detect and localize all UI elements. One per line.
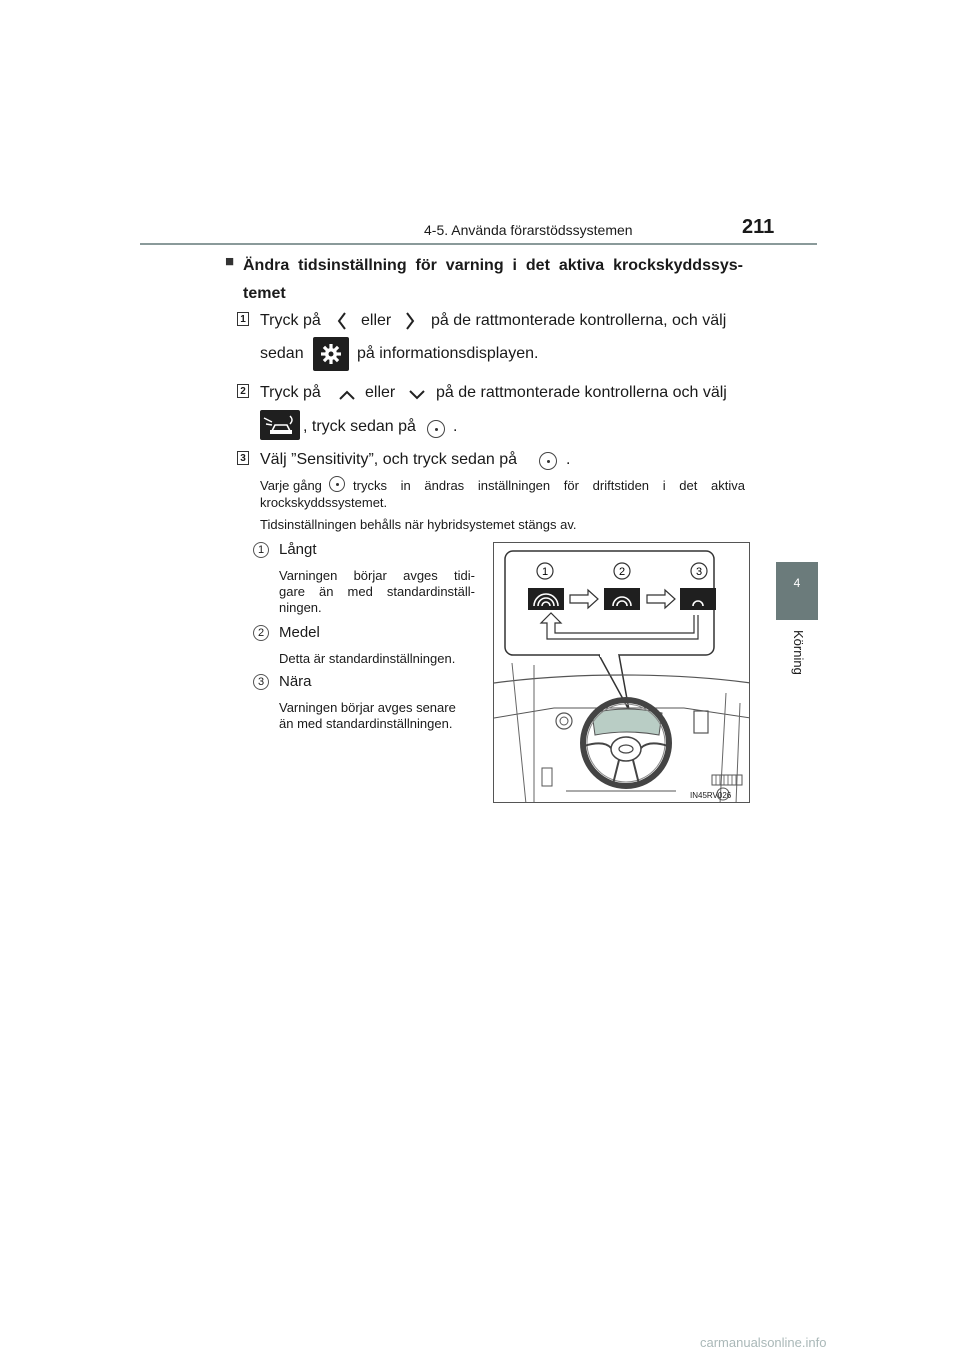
- step3-text-a: Välj ”Sensitivity”, och tryck sedan på: [260, 451, 517, 468]
- item-desc-2-line: Detta är standardinställningen.: [279, 651, 456, 666]
- callout-1: 1: [541, 566, 549, 578]
- right-arrow-icon: [404, 311, 416, 331]
- item-title-2: Medel: [279, 624, 320, 641]
- chapter-label: [778, 630, 814, 690]
- item-desc-1-line: ningen.: [279, 600, 322, 615]
- item-desc-3-line: än med standardinställningen.: [279, 716, 453, 731]
- item-desc-3: [279, 700, 479, 732]
- item-desc-3-line: Varningen börjar avges senare: [279, 700, 456, 715]
- step2-text-e: .: [453, 418, 458, 435]
- item-title-1: Långt: [279, 541, 317, 558]
- item-number-1: 1: [253, 542, 269, 558]
- item-title-3: Nära: [279, 673, 312, 690]
- item-desc-1-line: gare än med standardinställ-: [279, 584, 475, 599]
- item-desc-1-line: Varningen börjar avges tidi-: [279, 568, 475, 583]
- note2-text: Tidsinställningen behålls när hybridsystemet stängs av.: [260, 517, 577, 532]
- step-number-2: 2: [237, 384, 249, 398]
- down-arrow-icon: [408, 389, 426, 401]
- item-desc-1: [279, 568, 475, 616]
- settings-gear-icon: [313, 337, 349, 371]
- section-title: [243, 252, 743, 308]
- note1-text-c: krockskyddssystemet.: [260, 495, 388, 510]
- ok-button-icon: [539, 452, 557, 470]
- step2-text-a: Tryck på: [260, 384, 321, 401]
- figure-code: IN45RV026: [690, 791, 732, 800]
- callout-2: 2: [618, 566, 626, 578]
- note1-text-a: Varje gång: [260, 478, 322, 493]
- callout-3: 3: [695, 566, 703, 578]
- illustration-figure: [493, 542, 750, 803]
- ok-button-icon: [427, 420, 445, 438]
- section-title-line1: Ändra tidsinställning för varning i det aktiva krockskyddssys-: [243, 257, 743, 274]
- dashboard-illustration: [494, 543, 750, 803]
- step1-text-c: på de rattmonterade kontrollerna, och välj: [431, 312, 727, 329]
- header-rule: [140, 243, 817, 245]
- item-number-2: 2: [253, 625, 269, 641]
- left-arrow-icon: [336, 311, 348, 331]
- step1-text-a: Tryck på: [260, 312, 321, 329]
- item-desc-2: [279, 651, 479, 667]
- up-arrow-icon: [338, 389, 356, 401]
- step1-text-e: på informationsdisplayen.: [357, 345, 539, 362]
- item-number-3: 3: [253, 674, 269, 690]
- section-bullet: ■: [225, 253, 235, 270]
- section-header: 4-5. Använda förarstödssystemen: [424, 222, 633, 238]
- ok-button-icon: [329, 476, 345, 492]
- step1-text-b: eller: [361, 312, 392, 329]
- step-number-1: 1: [237, 312, 249, 326]
- watermark: carmanualsonline.info: [700, 1335, 827, 1350]
- step-number-3: 3: [237, 451, 249, 465]
- pre-collision-icon: [260, 410, 300, 440]
- chapter-number: 4: [793, 576, 801, 590]
- step2-text-b: eller: [365, 384, 396, 401]
- note1-text-b: trycks in ändras inställningen för driftstiden i det aktiva: [353, 478, 745, 493]
- step2-text-d: , tryck sedan på: [303, 418, 416, 435]
- step3-text-b: .: [566, 451, 571, 468]
- page-number: 211: [742, 216, 775, 238]
- section-title-line2: temet: [243, 285, 286, 302]
- chapter-tab: [776, 562, 818, 620]
- step2-text-c: på de rattmonterade kontrollerna och välj: [436, 384, 727, 401]
- step1-text-d: sedan: [260, 345, 304, 362]
- chapter-label-text: Körning: [791, 630, 806, 675]
